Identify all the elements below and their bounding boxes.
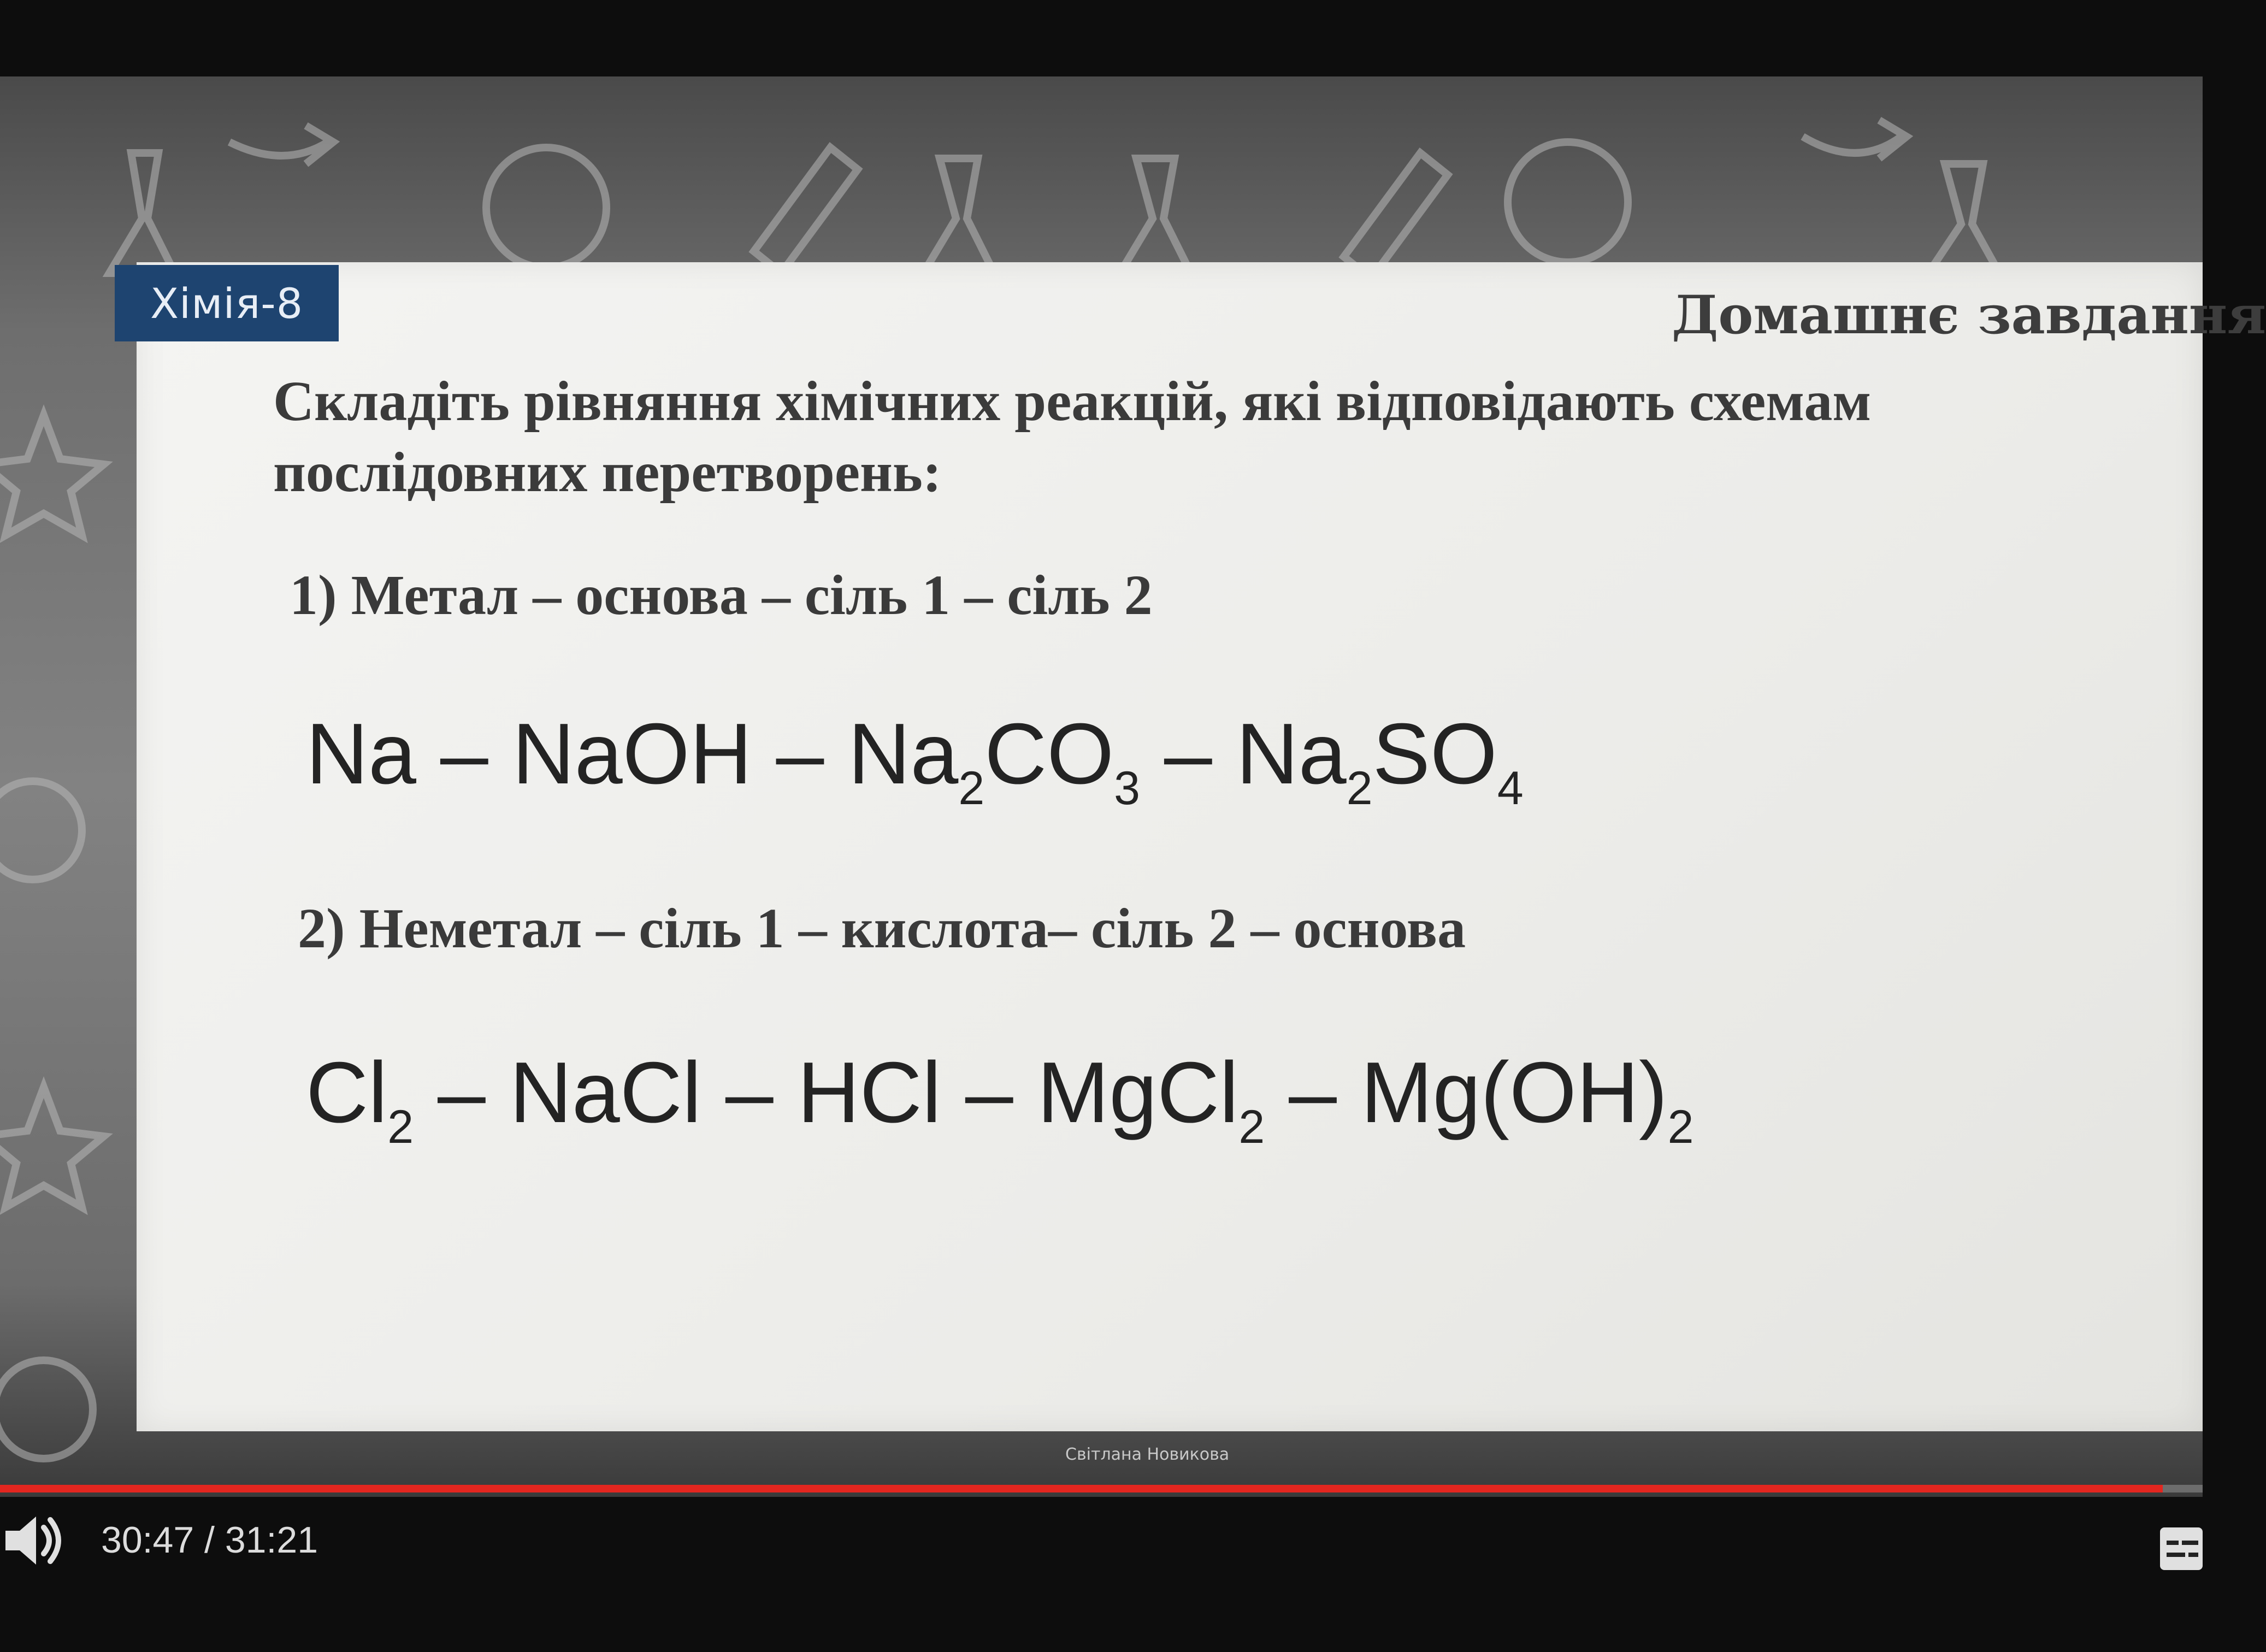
arrow-dash: – xyxy=(1289,1045,1337,1141)
arrow-dash: – xyxy=(437,1045,486,1141)
task-instructions xyxy=(273,366,1912,508)
video-progress-played xyxy=(0,1485,2163,1492)
subject-badge: Хімія-8 xyxy=(115,265,339,341)
arrow-dash: – xyxy=(1164,706,1212,802)
formula-chain-2 xyxy=(306,1043,1694,1153)
flask-icon xyxy=(1928,164,1999,273)
formula-cl2: $Cl_2$ xyxy=(306,1045,414,1153)
formula-naoh: NaOH xyxy=(512,706,752,802)
arrow-dash: – xyxy=(440,706,488,802)
globe-icon xyxy=(0,1360,93,1459)
arrow-dash: – xyxy=(776,706,824,802)
formula-chain-1 xyxy=(306,705,1524,815)
globe-icon xyxy=(486,148,606,268)
formula-mgoh2: $Mg(OH)_2$ xyxy=(1360,1045,1694,1153)
volume-icon[interactable] xyxy=(0,1508,66,1573)
player-controls xyxy=(0,1497,2203,1584)
flask-icon xyxy=(109,153,175,273)
formula-hcl: HCl xyxy=(797,1045,941,1141)
formula-nacl: NaCl xyxy=(509,1045,701,1141)
flask-icon xyxy=(1120,158,1191,273)
star-icon xyxy=(0,1087,104,1207)
scheme-1: 1) Метал – основа – сіль 1 – сіль 2 xyxy=(290,564,1153,627)
arrow-dash: – xyxy=(725,1045,774,1141)
video-frame[interactable] xyxy=(0,76,2266,1497)
formula-na2so4: $Na_2SO_4$ xyxy=(1236,706,1524,815)
arrow-icon xyxy=(1803,120,1907,158)
task-line-1: Складіть рівняння хімічних реакцій, які відповідають схемам xyxy=(273,370,1872,433)
time-display: 30:47 / 31:21 xyxy=(101,1519,318,1561)
pencil-icon xyxy=(1344,153,1448,279)
flask-icon xyxy=(923,158,994,273)
scheme-2: 2) Неметал – сіль 1 – кислота– сіль 2 – основа xyxy=(298,897,1466,960)
formula-na2co3: $Na_2CO_3$ xyxy=(848,706,1141,815)
slide-header-title: Домашнє завдання xyxy=(1672,284,2266,346)
author-watermark: Світлана Новикова xyxy=(1065,1445,1230,1464)
globe-icon xyxy=(0,781,82,880)
globe-icon xyxy=(1508,142,1628,262)
captions-icon[interactable] xyxy=(2158,1524,2203,1573)
arrow-dash: – xyxy=(965,1045,1013,1141)
formula-na: Na xyxy=(306,706,416,802)
pencil-icon xyxy=(754,148,858,273)
video-progress-bar[interactable] xyxy=(0,1485,2203,1492)
star-icon xyxy=(0,415,104,535)
formula-mgcl2: MgCl$_2$ xyxy=(1037,1045,1265,1153)
arrow-icon xyxy=(229,126,333,164)
task-line-2: послідовних перетворень: xyxy=(273,441,942,504)
